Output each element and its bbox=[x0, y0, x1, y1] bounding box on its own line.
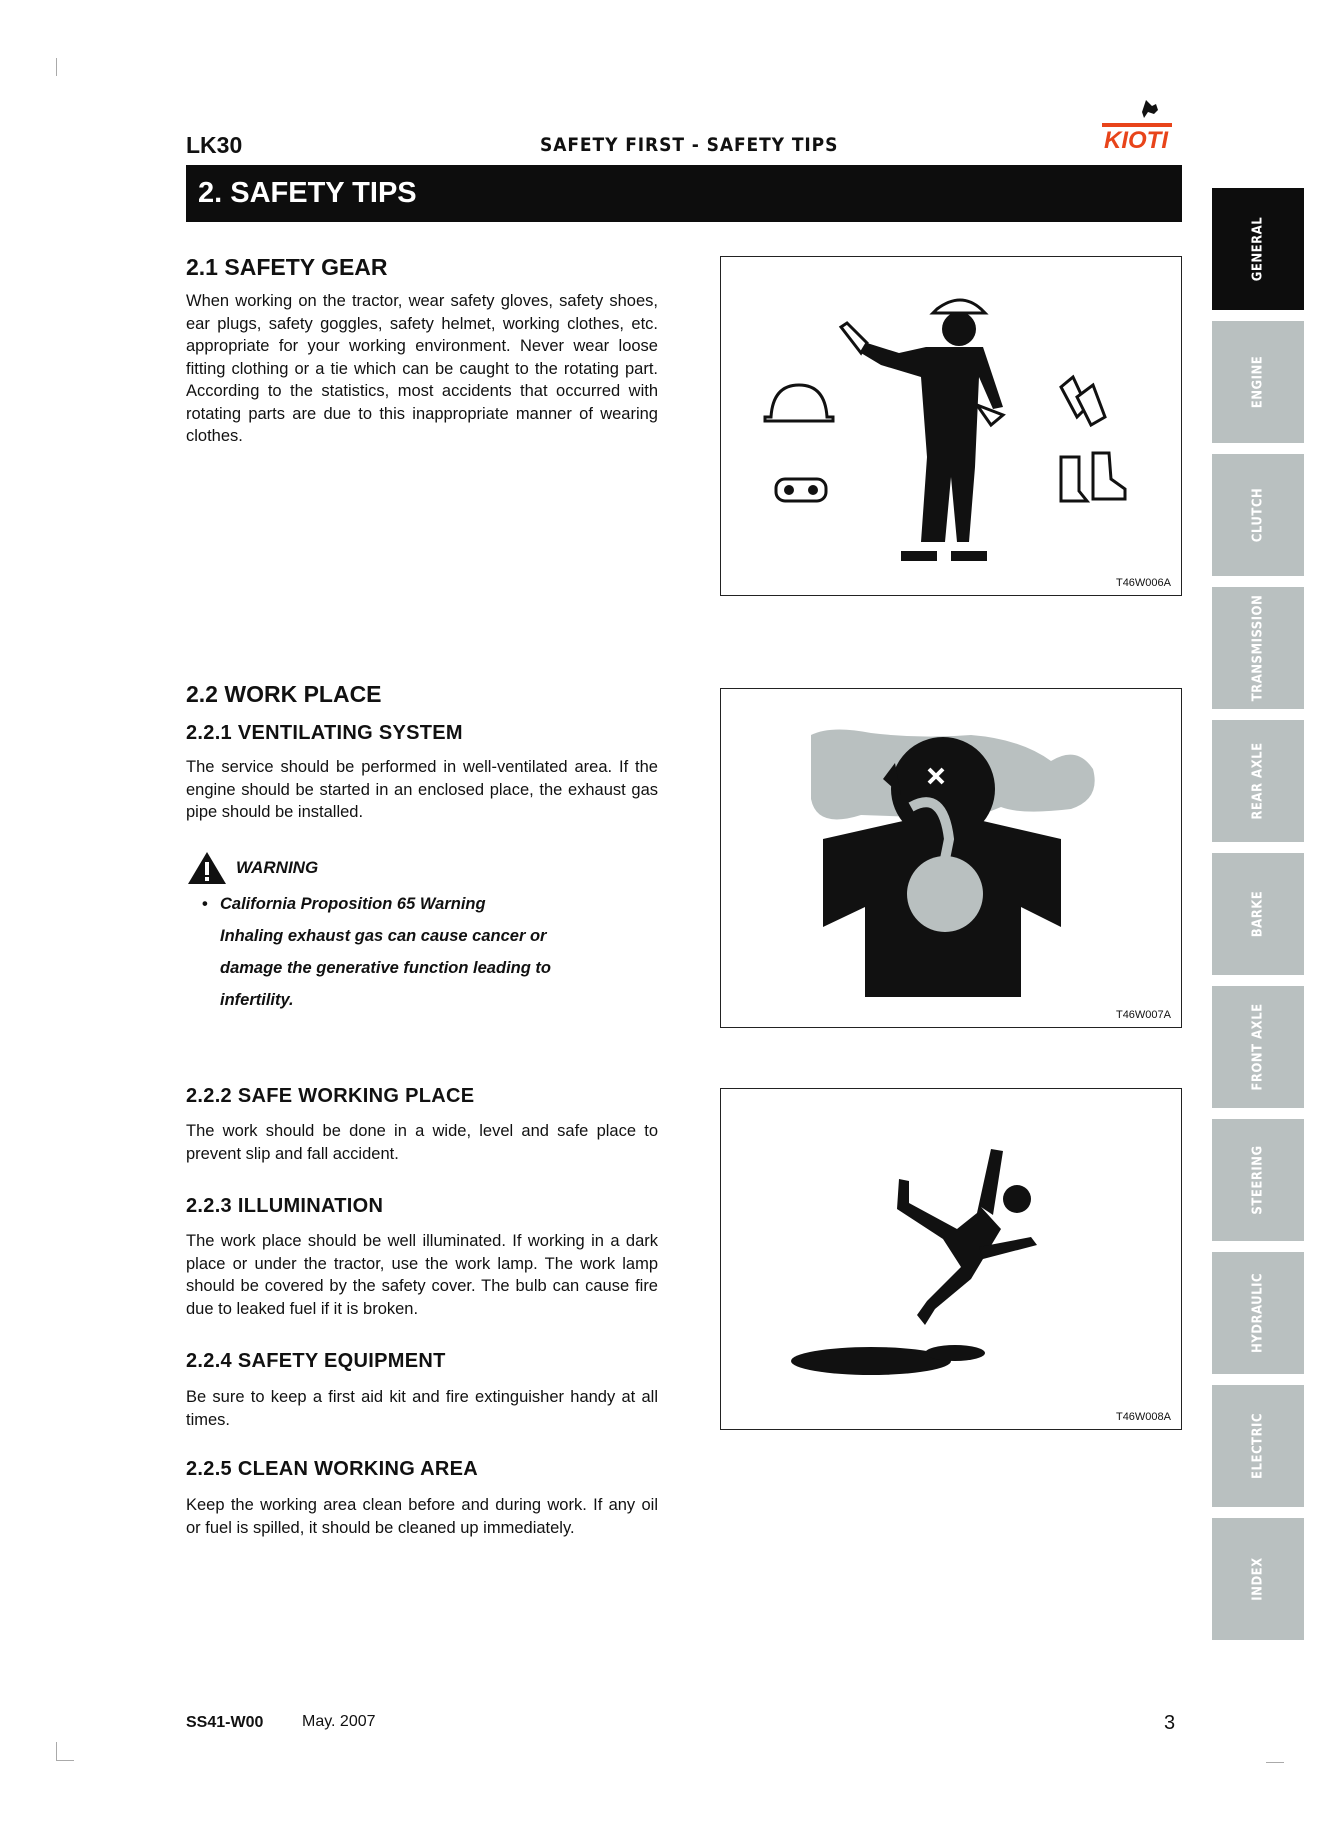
exhaust-illustration bbox=[721, 689, 1181, 1027]
chapter-title-bar: 2. SAFETY TIPS bbox=[186, 165, 1182, 222]
ventilating-text: The service should be performed in well-ventilated area. If the engine should be started in an enclosed place, the exhaust gas pipe should be installed. bbox=[186, 758, 658, 821]
document-code: SS41-W00 bbox=[186, 1714, 264, 1731]
tab-rear-axle[interactable]: REAR AXLE bbox=[1212, 720, 1304, 842]
subsection-heading-ventilating: 2.2.1 VENTILATING SYSTEM bbox=[186, 722, 463, 744]
safety-gear-text: When working on the tractor, wear safety gloves, safety shoes, ear plugs, safety goggles, safety helmet, working clothes, etc. appropriate for your working environment. Never wear loose fitting clothing or a tie which can be caught to the rotating part. According to the statistics, most accidents that occurred with rotating parts are due to this inappropriate manner of wearing clothes. bbox=[186, 292, 658, 445]
chapter-tabs bbox=[1212, 188, 1304, 1651]
warning-body bbox=[202, 888, 662, 1016]
exhaust-figure bbox=[720, 688, 1182, 1028]
warning-triangle-icon bbox=[186, 850, 228, 886]
warning-title: California Proposition 65 Warning bbox=[220, 895, 486, 913]
safety-gear-figure bbox=[720, 256, 1182, 596]
kioti-logo bbox=[1098, 96, 1178, 156]
equipment-text: Be sure to keep a first aid kit and fire extinguisher handy at all times. bbox=[186, 1388, 658, 1429]
warning-label: WARNING bbox=[236, 858, 319, 877]
slip-illustration bbox=[721, 1089, 1181, 1429]
bullet: • bbox=[202, 895, 208, 913]
figure-code: T46W006A bbox=[1115, 577, 1171, 589]
crop-mark bbox=[56, 58, 57, 76]
running-title: SAFETY FIRST - SAFETY TIPS bbox=[540, 134, 839, 156]
figure-code: T46W008A bbox=[1115, 1411, 1171, 1423]
tab-index[interactable]: INDEX bbox=[1212, 1518, 1304, 1640]
illumination-text: The work place should be well illuminated. If working in a dark place or under the tractor, use the work lamp. The work lamp should be covered by the safety cover. The bulb can cause fire due to leaked fuel if it is broken. bbox=[186, 1232, 658, 1318]
model-name: LK30 bbox=[186, 132, 243, 158]
tab-general[interactable]: GENERAL bbox=[1212, 188, 1304, 310]
subsection-heading-illumination: 2.2.3 ILLUMINATION bbox=[186, 1195, 384, 1217]
crop-mark bbox=[56, 1742, 57, 1760]
section-heading-safety-gear: 2.1 SAFETY GEAR bbox=[186, 254, 388, 280]
page-number: 3 bbox=[1164, 1712, 1176, 1734]
section-heading-work-place: 2.2 WORK PLACE bbox=[186, 681, 382, 707]
subsection-heading-clean-area: 2.2.5 CLEAN WORKING AREA bbox=[186, 1458, 479, 1480]
document-date: May. 2007 bbox=[302, 1713, 376, 1730]
tab-brake[interactable]: BARKE bbox=[1212, 853, 1304, 975]
safety-gear-illustration bbox=[721, 257, 1181, 595]
warning-header bbox=[186, 850, 318, 886]
svg-text:KIOTI: KIOTI bbox=[1104, 127, 1168, 154]
tab-front-axle[interactable]: FRONT AXLE bbox=[1212, 986, 1304, 1108]
crop-mark bbox=[56, 1760, 74, 1761]
crop-mark bbox=[1266, 1762, 1284, 1763]
tab-hydraulic[interactable]: HYDRAULIC bbox=[1212, 1252, 1304, 1374]
warning-line: damage the generative function leading to bbox=[220, 959, 551, 977]
tab-electric[interactable]: ELECTRIC bbox=[1212, 1385, 1304, 1507]
warning-line: infertility. bbox=[220, 991, 294, 1009]
subsection-heading-safe-place: 2.2.2 SAFE WORKING PLACE bbox=[186, 1085, 475, 1107]
tab-steering[interactable]: STEERING bbox=[1212, 1119, 1304, 1241]
figure-code: T46W007A bbox=[1115, 1009, 1171, 1021]
subsection-heading-equipment: 2.2.4 SAFETY EQUIPMENT bbox=[186, 1350, 446, 1372]
warning-line: Inhaling exhaust gas can cause cancer or bbox=[220, 927, 547, 945]
slip-figure bbox=[720, 1088, 1182, 1430]
clean-area-text: Keep the working area clean before and during work. If any oil or fuel is spilled, it should be cleaned up immediately. bbox=[186, 1496, 658, 1537]
tab-transmission[interactable]: TRANSMISSION bbox=[1212, 587, 1304, 709]
safe-place-text: The work should be done in a wide, level and safe place to prevent slip and fall accident. bbox=[186, 1122, 658, 1163]
tab-engine[interactable]: ENGINE bbox=[1212, 321, 1304, 443]
tab-clutch[interactable]: CLUTCH bbox=[1212, 454, 1304, 576]
